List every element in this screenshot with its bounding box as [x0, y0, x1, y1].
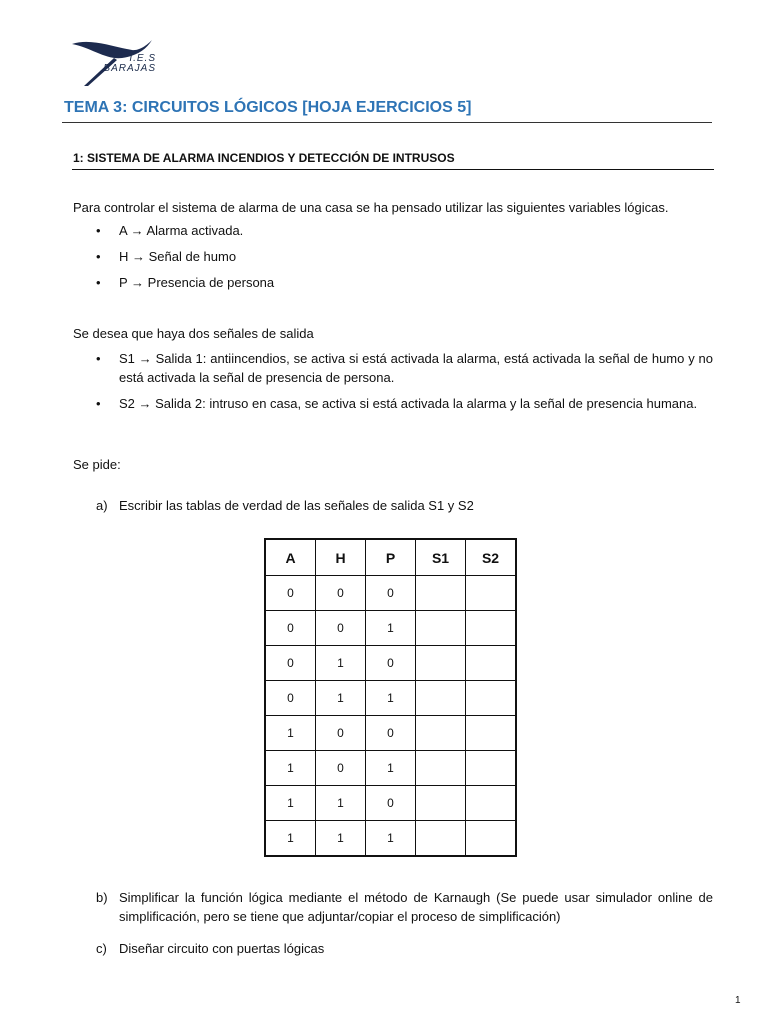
document-title: TEMA 3: CIRCUITOS LÓGICOS [HOJA EJERCICIOS 5]	[64, 99, 472, 116]
table-cell: 1	[366, 821, 416, 857]
logo-line2: BARAJAS	[103, 63, 156, 74]
outputs-intro: Se desea que haya dos señales de salida	[73, 326, 314, 341]
table-cell: 1	[265, 821, 316, 857]
header-cell: A	[265, 539, 316, 576]
table-row	[265, 821, 516, 857]
table-cell-s2	[466, 611, 517, 646]
table-cell: 0	[265, 646, 316, 681]
output-s1: S1 → Salida 1: antiincendios, se activa si está activada la alarma, está activada la señal de humo y no está activada la señal de presencia de persona.	[119, 351, 713, 385]
bullet: •	[96, 396, 101, 411]
header-cell: H	[316, 539, 366, 576]
table-cell-s1	[416, 646, 466, 681]
table-cell-s2	[466, 681, 517, 716]
table-row	[265, 681, 516, 716]
table-cell-s2	[466, 646, 517, 681]
table-cell: 1	[265, 786, 316, 821]
intro-paragraph: Para controlar el sistema de alarma de una casa se ha pensado utilizar las siguientes variables lógicas.	[73, 200, 669, 215]
se-pide-label: Se pide:	[73, 457, 121, 472]
table-cell: 0	[316, 751, 366, 786]
variable-a: A → Alarma activada.	[119, 223, 244, 238]
task-a-text: Escribir las tablas de verdad de las señales de salida S1 y S2	[119, 498, 474, 513]
table-row	[265, 611, 516, 646]
table-cell-s1	[416, 681, 466, 716]
bullet: •	[96, 223, 101, 238]
truth-table	[264, 538, 517, 857]
table-cell: 0	[265, 681, 316, 716]
header-cell: S1	[416, 539, 466, 576]
table-row	[265, 786, 516, 821]
table-cell: 1	[316, 821, 366, 857]
table-cell: 1	[316, 646, 366, 681]
table-cell-s2	[466, 786, 517, 821]
table-cell: 0	[366, 646, 416, 681]
table-cell-s2	[466, 751, 517, 786]
task-label: a)	[96, 498, 108, 513]
table-cell: 0	[265, 611, 316, 646]
table-cell: 0	[366, 576, 416, 611]
section-divider	[72, 169, 714, 170]
table-cell: 1	[316, 681, 366, 716]
section-title: 1: SISTEMA DE ALARMA INCENDIOS Y DETECCIÓN DE INTRUSOS	[73, 151, 455, 165]
task-c-text: Diseñar circuito con puertas lógicas	[119, 941, 325, 956]
page-number: 1	[735, 995, 741, 1006]
table-cell: 0	[316, 576, 366, 611]
logo-line1: I.E.S	[129, 53, 156, 64]
table-cell-s2	[466, 821, 517, 857]
header-cell: S2	[466, 539, 517, 576]
header-cell: P	[366, 539, 416, 576]
table-cell-s1	[416, 716, 466, 751]
task-b-text: Simplificar la función lógica mediante el método de Karnaugh (Se puede usar simulador online de simplificación, pero se tiene que adjuntar/copiar el proceso de simplificación)	[119, 890, 713, 924]
table-cell: 1	[265, 716, 316, 751]
bullet: •	[96, 351, 101, 366]
table-cell: 0	[265, 576, 316, 611]
table-cell: 1	[366, 611, 416, 646]
variable-h: H → Señal de humo	[119, 249, 237, 264]
task-label: c)	[96, 941, 107, 956]
table-cell: 0	[366, 786, 416, 821]
table-cell: 0	[366, 716, 416, 751]
table-row	[265, 646, 516, 681]
table-cell: 0	[316, 611, 366, 646]
table-cell-s2	[466, 576, 517, 611]
output-s2: S2 → Salida 2: intruso en casa, se activa si está activada la alarma y la señal de presencia humana.	[119, 396, 698, 411]
title-divider	[62, 122, 712, 123]
variable-p: P → Presencia de persona	[119, 275, 275, 290]
bullet: •	[96, 275, 101, 290]
table-cell-s1	[416, 786, 466, 821]
table-cell-s1	[416, 611, 466, 646]
bullet: •	[96, 249, 101, 264]
task-label: b)	[96, 890, 108, 905]
table-cell-s1	[416, 821, 466, 857]
table-cell: 1	[316, 786, 366, 821]
truth-table-header-row	[265, 539, 516, 576]
table-cell: 1	[366, 751, 416, 786]
table-cell: 1	[366, 681, 416, 716]
table-cell-s1	[416, 576, 466, 611]
table-row	[265, 716, 516, 751]
table-row	[265, 576, 516, 611]
table-cell-s2	[466, 716, 517, 751]
table-row	[265, 751, 516, 786]
school-logo-text	[86, 54, 156, 74]
table-cell: 0	[316, 716, 366, 751]
table-cell: 1	[265, 751, 316, 786]
table-cell-s1	[416, 751, 466, 786]
